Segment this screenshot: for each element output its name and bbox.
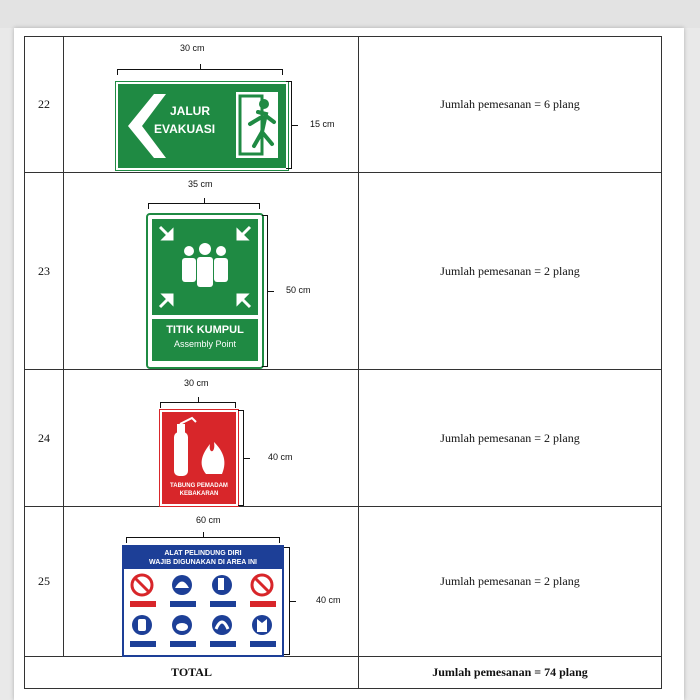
sign-line1: ALAT PELINDUNG DIRI bbox=[164, 550, 242, 557]
row-number: 25 bbox=[25, 507, 64, 657]
table-row bbox=[25, 173, 662, 370]
running-man-icon bbox=[236, 92, 278, 158]
no-entry-icon bbox=[132, 575, 152, 595]
ppe-sign bbox=[122, 545, 284, 657]
order-quantity: Jumlah pemesanan = 2 plang bbox=[359, 370, 662, 507]
sign-image-cell bbox=[64, 173, 359, 370]
flame-icon bbox=[202, 442, 225, 474]
sign-image-cell bbox=[64, 37, 359, 173]
people-group-icon bbox=[175, 241, 235, 293]
top-bar bbox=[0, 0, 700, 28]
mask-icon bbox=[172, 615, 192, 635]
vest-icon bbox=[252, 615, 272, 635]
width-bracket bbox=[117, 69, 283, 75]
height-bracket bbox=[284, 547, 290, 655]
height-label: 40 cm bbox=[316, 595, 341, 605]
height-label: 15 cm bbox=[310, 119, 335, 129]
order-table bbox=[24, 36, 662, 689]
fire-extinguisher-sign bbox=[160, 410, 238, 506]
sign-image-cell bbox=[64, 370, 359, 507]
order-quantity: Jumlah pemesanan = 2 plang bbox=[359, 173, 662, 370]
row-number: 24 bbox=[25, 370, 64, 507]
no-smoking-icon bbox=[252, 575, 272, 595]
width-bracket bbox=[148, 203, 260, 209]
width-bracket bbox=[160, 402, 236, 408]
height-bracket bbox=[238, 410, 244, 506]
order-quantity: Jumlah pemesanan = 2 plang bbox=[359, 507, 662, 657]
sign-line1: TABUNG PEMADAM bbox=[170, 483, 228, 489]
sign-line2: WAJIB DIGUNAKAN DI AREA INI bbox=[149, 559, 257, 566]
fire-extinguisher-icon bbox=[174, 418, 196, 476]
sign-line2: KEBAKARAN bbox=[179, 491, 219, 497]
height-bracket bbox=[262, 215, 268, 367]
row-number: 22 bbox=[25, 37, 64, 173]
height-label: 40 cm bbox=[268, 452, 293, 462]
height-label: 50 cm bbox=[286, 285, 311, 295]
row-number: 23 bbox=[25, 173, 64, 370]
width-label: 30 cm bbox=[184, 378, 209, 388]
evacuation-sign bbox=[116, 82, 288, 170]
sign-header bbox=[124, 547, 282, 569]
width-bracket bbox=[126, 537, 280, 543]
sign-image-cell bbox=[64, 507, 359, 657]
assembly-point-sign bbox=[146, 213, 264, 369]
sign-line1: TITIK KUMPUL bbox=[166, 324, 244, 336]
width-label: 30 cm bbox=[180, 43, 205, 53]
table-row bbox=[25, 370, 662, 507]
gloves-icon bbox=[132, 615, 152, 635]
table-row bbox=[25, 507, 662, 657]
width-label: 35 cm bbox=[188, 179, 213, 189]
height-bracket bbox=[286, 81, 292, 169]
table-row bbox=[25, 37, 662, 173]
total-label: TOTAL bbox=[25, 657, 359, 689]
sign-caption bbox=[152, 319, 258, 361]
boots-icon bbox=[212, 575, 232, 595]
sign-line1: JALUR bbox=[170, 104, 211, 118]
total-row bbox=[25, 657, 662, 689]
sign-caption bbox=[162, 482, 236, 498]
sign-line2: Assembly Point bbox=[173, 339, 237, 349]
order-quantity: Jumlah pemesanan = 6 plang bbox=[359, 37, 662, 173]
helmet-icon bbox=[172, 575, 192, 595]
inward-arrows-icon bbox=[152, 219, 258, 315]
ear-protection-icon bbox=[212, 615, 232, 635]
total-quantity: Jumlah pemesanan = 74 plang bbox=[359, 657, 662, 689]
sign-line2: EVAKUASI bbox=[154, 122, 216, 136]
width-label: 60 cm bbox=[196, 515, 221, 525]
